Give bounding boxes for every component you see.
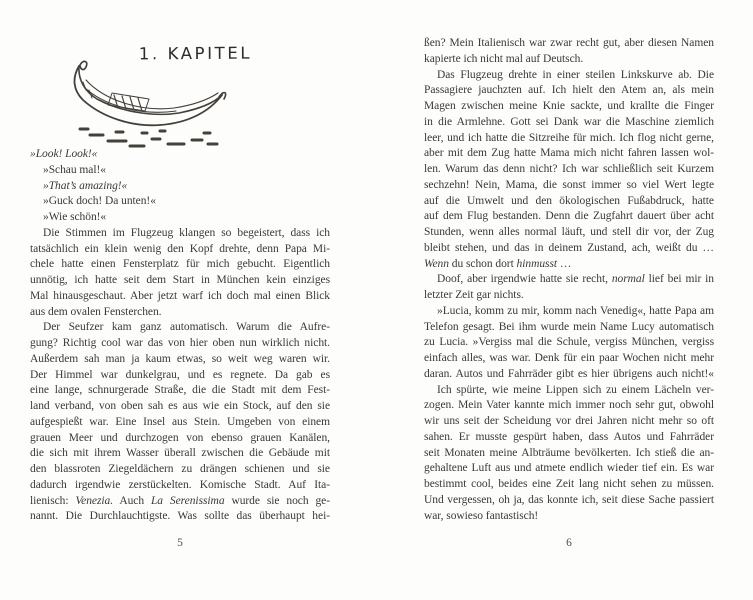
page-number-right: 6: [566, 537, 572, 549]
text-line: grauen Meer und durchzogen von ebenso grauen Kanälen,: [30, 431, 330, 444]
text-line: aufgespießt war. Eine Insel aus Stein. Umgeben von einem: [30, 415, 330, 428]
gondola-sketch-icon: [56, 56, 240, 152]
text-line: auf dem Flug bestanden. Denn die Zugfahrt dauert über acht: [424, 210, 714, 223]
text-line: »Wie schön!«: [43, 211, 107, 223]
text-line: einfach alles, was war. Denk für ein paar Wochen nicht mehr: [424, 352, 714, 364]
text-line: gehaltene Luft aus und atmete endlich wieder tief ein. Es war: [424, 462, 714, 475]
text-line: war, sowieso fantastisch!: [424, 509, 539, 522]
chapter-heading: 1. KAPITEL: [138, 43, 253, 64]
text-line: tatsächlich ein klein wenig den Kopf drehte, denn Papa Mi-: [30, 242, 330, 255]
text-line: wir uns seit der Scheidung vor drei Jahren nicht mehr so oft: [424, 415, 714, 427]
text-line: »Lucia, komm zu mir, komm nach Venedig«, hatte Papa am: [437, 304, 714, 317]
text-line: Magen zwischen meine Knie sackte, und krallte die Finger: [424, 100, 714, 112]
text-line: in die Armlehne. Gott sei Dank war die Maschine ziemlich: [424, 115, 714, 128]
text-line: die sich mit ihrem Wasser überall zwischen die Gebäude mit: [30, 447, 330, 460]
text-line: Der Himmel war dunkelgrau, und es regnete. Da gab es: [30, 368, 330, 381]
text-line: eine lange, schnurgerade Straße, die die Stadt mit dem Fest-: [30, 384, 330, 397]
text-line: ßen? Mein Italienisch war zwar recht gut, aber diesen Namen: [424, 37, 714, 49]
text-line: nannt. Die Durchlauchtigste. Was sollte das überhaupt hei-: [30, 510, 330, 523]
page-number-left: 5: [177, 537, 183, 549]
text-line: Ich spürte, wie meine Lippen sich zu einem Lächeln ver-: [437, 383, 714, 396]
text-line: auf die Umwelt und den ökologischen Fußabdruck, hatte: [424, 194, 714, 207]
text-line: bestimmt cool, beides eine Zeit lang nicht sehen zu müssen.: [424, 478, 714, 490]
text-line: zogen. Mein Vater kannte mich immer noch sehr gut, obwohl: [424, 399, 714, 412]
text-line: »Look! Look!«: [30, 148, 98, 160]
text-line: Außerdem sah man ja kaum etwas, so weit weg waren wir.: [30, 352, 330, 365]
left-page-text: [30, 147, 330, 525]
text-line: len. Warum das denn nicht? Ich war schließlich seit Kurzem: [424, 163, 714, 175]
text-line: seit Monaten meine Albträume bevölkerten. Ich stieß die an-: [424, 446, 714, 459]
text-line: letzter Zeit gar nichts.: [424, 289, 524, 301]
text-line: aber mit dem Zug hatte Mama mich nicht fahren lassen wol-: [424, 147, 714, 160]
text-line: leer, und ich hatte die Sitzreihe für mich. Ich flog nicht gerne,: [424, 131, 714, 144]
text-line: zu Lucia. »Vergiss mal die Schule, vergiss München, vergiss: [424, 336, 714, 349]
text-line: chele hatte einen Fensterplatz für mich gebucht. Eigentlich: [30, 258, 330, 271]
text-line: unnötig, ich hatte seit dem Start in München kein einziges: [30, 274, 330, 286]
text-line: Passagiere jauchzten auf. Ich hielt den Atem an, als mein: [424, 84, 714, 97]
text-line: gung? Richtig cool war das von hier oben nun wirklich nicht.: [30, 337, 330, 349]
text-line: sechzehn! Nein, Mama, die sonst immer so viel Wert legte: [424, 178, 714, 191]
text-line: land verband, von oben sah es aus wie ein Stock, auf den sie: [30, 400, 330, 412]
text-line: Das Flugzeug drehte in einer steilen Linkskurve ab. Die: [437, 68, 714, 81]
text-line: Stunden, wenn alles normal läuft, und stell dir vor, der Zug: [424, 226, 714, 238]
text-line: Und vergessen, oh ja, das konnte ich, seit diese Sache passiert: [424, 493, 714, 506]
text-line: Die Stimmen im Flugzeug klangen so begeistert, dass ich: [43, 226, 330, 239]
text-line: kapierte ich nicht mal auf Deutsch.: [424, 52, 584, 65]
text-line: bleibt stehen, und das in deinem Zustand, ach, weißt du …: [424, 241, 714, 254]
text-line: Mal hinausgeschaut. Aber jetzt warf ich doch mal einen Blick: [30, 289, 330, 302]
text-line: aus dem ovalen Fensterchen.: [30, 305, 162, 318]
text-line: dadurch irgendwie zerstückelten. Komische Stadt. Auf Ita-: [30, 478, 330, 491]
text-line: Wenn du schon dort hinmusst …: [424, 257, 572, 270]
text-line: Der Seufzer kam ganz automatisch. Warum die Aufre-: [43, 321, 330, 334]
text-line: den blassroten Ziegeldächern zu drängen schienen und sie: [30, 463, 330, 475]
text-line: daran. Autos und Fahrräder gibt es hier übrigens auch nicht!«: [424, 367, 714, 380]
text-line: sahen. Er musste gespürt haben, dass Autos und Fahrräder: [424, 430, 714, 443]
text-line: Doof, aber irgendwie hatte sie recht, normal lief bei mir in: [437, 273, 715, 286]
text-line: »Schau mal!«: [43, 163, 106, 176]
text-line: Telefon gesagt. Bei ihm wurde mein Name Lucy automatisch: [424, 320, 714, 333]
text-line: lienisch: Venezia. Auch La Serenissima wurde sie noch ge-: [30, 494, 330, 507]
text-line: »That’s amazing!«: [43, 179, 128, 192]
text-line: »Guck doch! Da unten!«: [43, 195, 156, 208]
right-page-text: [424, 36, 714, 524]
